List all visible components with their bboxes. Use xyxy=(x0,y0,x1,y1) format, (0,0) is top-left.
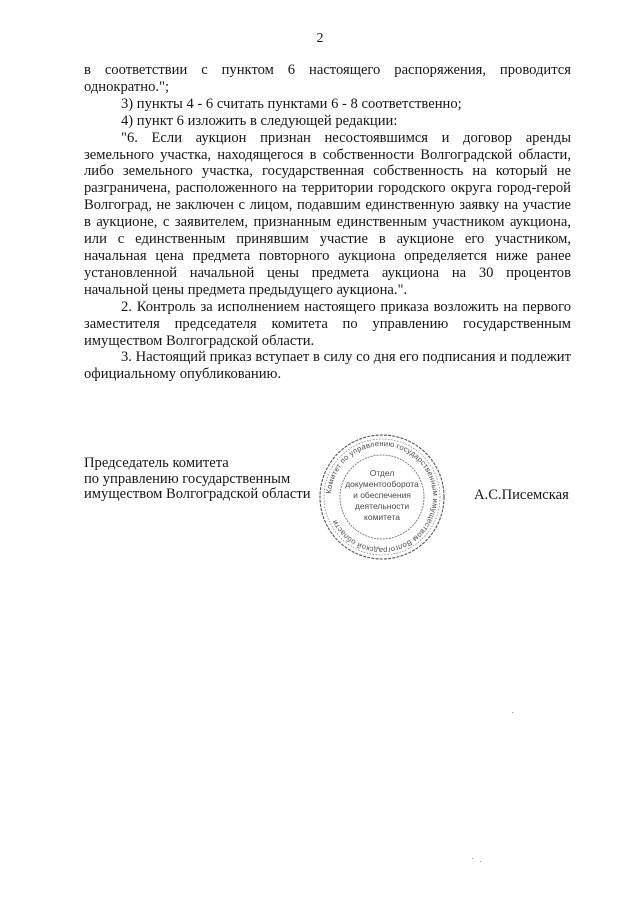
paragraph-item-3: 3) пункты 4 - 6 считать пунктами 6 - 8 соответственно; xyxy=(121,95,462,112)
scan-speck xyxy=(512,712,513,713)
stamp-center-line: деятельности xyxy=(354,501,410,511)
document-body xyxy=(84,62,571,383)
paragraph-item-4: 4) пункт 6 изложить в следующей редакции: xyxy=(121,112,398,129)
stamp-center-line: Отдел xyxy=(369,468,395,478)
stamp-ring-text: Комитет по управлению государственным имуществом Волгоградской области xyxy=(324,438,441,556)
stamp-seal-graphic xyxy=(317,432,447,562)
stamp-center-line: комитета xyxy=(364,512,400,522)
page-number: 2 xyxy=(316,31,324,46)
signature-title-line: Председатель комитета xyxy=(84,455,229,471)
stamp-center-line: и обеспечения xyxy=(353,490,411,500)
scan-speck xyxy=(480,861,481,862)
paragraph-new-clause-6: "6. Если аукцион признан несостоявшимся и договор аренды земельного участка, находящегося в собственности Волгоградской области, либо земельного участка, государственная собственность на который не разграничена, расположенного на территории городского округа город-герой Волгоград, не заключен с лицом, подавшим единственную заявку на участие в аукционе, с заявителем, признанным единственным участником аукциона, или с единственным принявшим участие в аукционе его участником, начальная цена предмета повторного аукциона определяется ниже ранее установленной начальной цены предмета аукциона на 30 процентов начальной цены предмета предыдущего аукциона.". xyxy=(84,129,571,298)
paragraph-effective-date: 3. Настоящий приказ вступает в силу со дня его подписания и подлежит официальному опубликованию. xyxy=(84,349,571,383)
signatory-name: А.С.Писемская xyxy=(474,487,569,503)
paragraph-control: 2. Контроль за исполнением настоящего приказа возложить на первого заместителя председателя комитета по управлению государственным имуществом Волгоградской области. xyxy=(84,298,571,349)
stamp-center-line: документооборота xyxy=(345,479,419,489)
scan-speck xyxy=(472,858,473,859)
signature-title-line: по управлению государственным xyxy=(84,470,291,487)
stamp-seal xyxy=(317,432,447,562)
signature-title-line: имуществом Волгоградской области xyxy=(84,486,311,502)
signature-title xyxy=(84,456,311,503)
paragraph-continuation: в соответствии с пунктом 6 настоящего распоряжения, проводится однократно."; xyxy=(84,62,571,95)
